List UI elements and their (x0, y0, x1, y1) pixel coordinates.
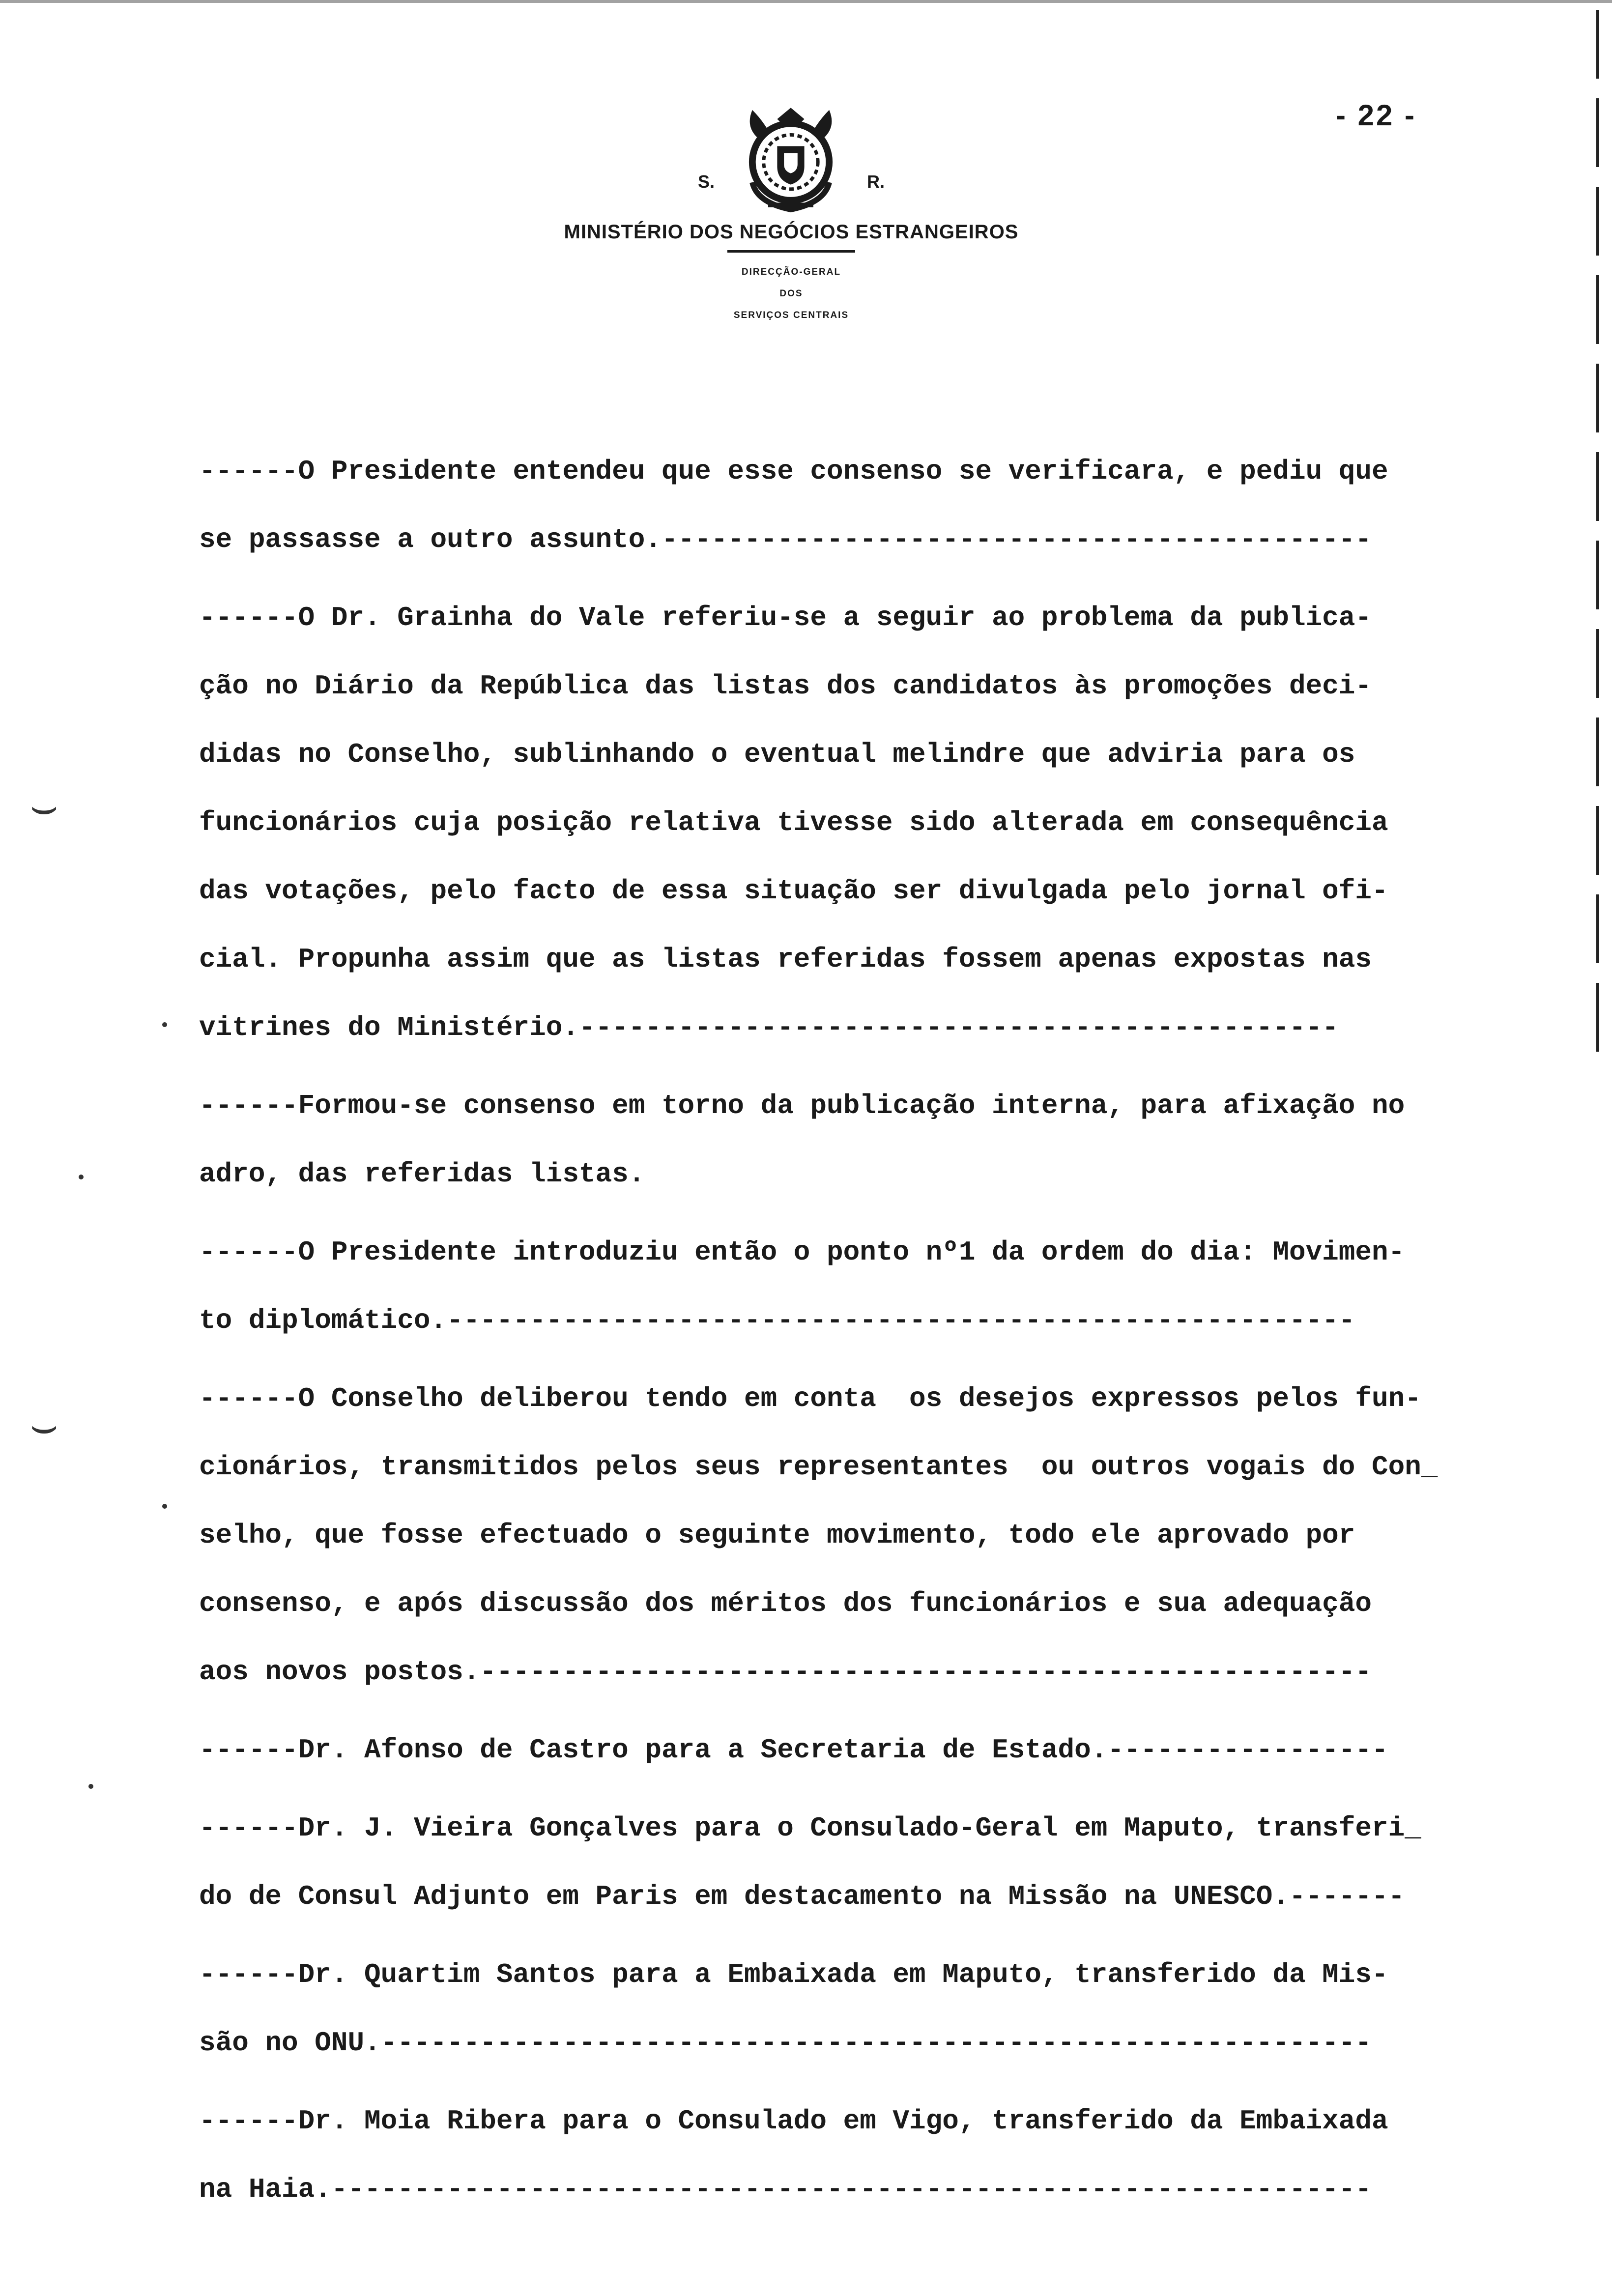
minutes-body (199, 437, 1526, 2234)
paragraph-line: das votações, pelo facto de essa situação ser divulgada pelo jornal ofi- (199, 875, 1388, 907)
crest-row (462, 103, 1121, 216)
paragraph-line: ------Dr. Afonso de Castro para a Secretaria de Estado.----------------- (199, 1734, 1388, 1766)
paragraph-line: to diplomático.------------------------------------------------------- (199, 1305, 1355, 1336)
paragraph-line: cial. Propunha assim que as listas referidas fossem apenas expostas nas (199, 944, 1372, 975)
ministry-name: MINISTÉRIO DOS NEGÓCIOS ESTRANGEIROS (564, 221, 1019, 243)
paragraph-line: ------O Presidente entendeu que esse consenso se verificara, e pediu que (199, 456, 1388, 487)
minutes-paragraph (199, 1365, 1526, 1706)
letterhead-initial-right: R. (867, 172, 885, 192)
minutes-paragraph (199, 1072, 1526, 1208)
top-edge-rule (0, 0, 1612, 3)
coat-of-arms-icon (734, 103, 847, 216)
paragraph-line: são no ONU.------------------------------------------------------------ (199, 2027, 1372, 2059)
margin-dot (88, 1784, 93, 1789)
page-number: - 22 - (1335, 99, 1417, 132)
paragraph-line: ------Dr. Moia Ribera para o Consulado em Vigo, transferido da Embaixada (199, 2105, 1388, 2137)
paragraph-line: adro, das referidas listas. (199, 1158, 645, 1190)
paragraph-line: funcionários cuja posição relativa tivesse sido alterada em consequência (199, 807, 1388, 838)
paragraph-line: ------O Conselho deliberou tendo em conta os desejos expressos pelos fun- (199, 1383, 1421, 1414)
paragraph-line: ------O Presidente introduziu então o ponto nº1 da ordem do dia: Movimen- (199, 1236, 1405, 1268)
paragraph-line: aos novos postos.------------------------------------------------------ (199, 1656, 1372, 1688)
minutes-paragraph (199, 1218, 1526, 1355)
minutes-paragraph (199, 2087, 1526, 2224)
minutes-paragraph (199, 1941, 1526, 2077)
paragraph-line: consenso, e após discussão dos méritos dos funcionários e sua adequação (199, 1588, 1372, 1619)
directorate-line: DOS (779, 288, 803, 299)
directorate-block (462, 261, 1121, 326)
paragraph-line: ção no Diário da República das listas dos candidatos às promoções deci- (199, 670, 1372, 702)
margin-check-mark-icon: ⌣ (29, 782, 59, 831)
margin-check-mark-icon: ⌣ (29, 1401, 59, 1450)
minutes-paragraph (199, 584, 1526, 1062)
paragraph-line: ------Dr. Quartim Santos para a Embaixada em Maputo, transferido da Mis- (199, 1959, 1388, 1990)
paragraph-line: ------O Dr. Grainha do Vale referiu-se a seguir ao problema da publica- (199, 602, 1372, 633)
paragraph-line: na Haia.--------------------------------------------------------------- (199, 2174, 1372, 2205)
paragraph-line: ------Formou-se consenso em torno da publicação interna, para afixação no (199, 1090, 1405, 1121)
margin-dot (162, 1022, 167, 1027)
ministry-underline (727, 250, 855, 253)
minutes-paragraph (199, 1716, 1526, 1784)
letterhead-initial-left: S. (697, 172, 715, 192)
margin-dot (79, 1175, 84, 1179)
letterhead (462, 103, 1121, 326)
paragraph-line: se passasse a outro assunto.------------------------------------------- (199, 524, 1372, 555)
minutes-paragraph (199, 1794, 1526, 1931)
paragraph-line: didas no Conselho, sublinhando o eventual melindre que adviria para os (199, 739, 1355, 770)
directorate-line: DIRECÇÃO-GERAL (741, 267, 841, 277)
directorate-line: SERVIÇOS CENTRAIS (733, 310, 849, 320)
paragraph-line: selho, que fosse efectuado o seguinte movimento, todo ele aprovado por (199, 1520, 1355, 1551)
minutes-paragraph (199, 437, 1526, 574)
right-margin-bar (1596, 10, 1599, 1071)
paragraph-line: cionários, transmitidos pelos seus representantes ou outros vogais do Con_ (199, 1451, 1438, 1483)
paragraph-line: ------Dr. J. Vieira Gonçalves para o Consulado-Geral em Maputo, transferi_ (199, 1812, 1421, 1844)
paragraph-line: do de Consul Adjunto em Paris em destacamento na Missão na UNESCO.------- (199, 1881, 1405, 1912)
paragraph-line: vitrines do Ministério.---------------------------------------------- (199, 1012, 1339, 1043)
margin-dot (162, 1504, 167, 1509)
